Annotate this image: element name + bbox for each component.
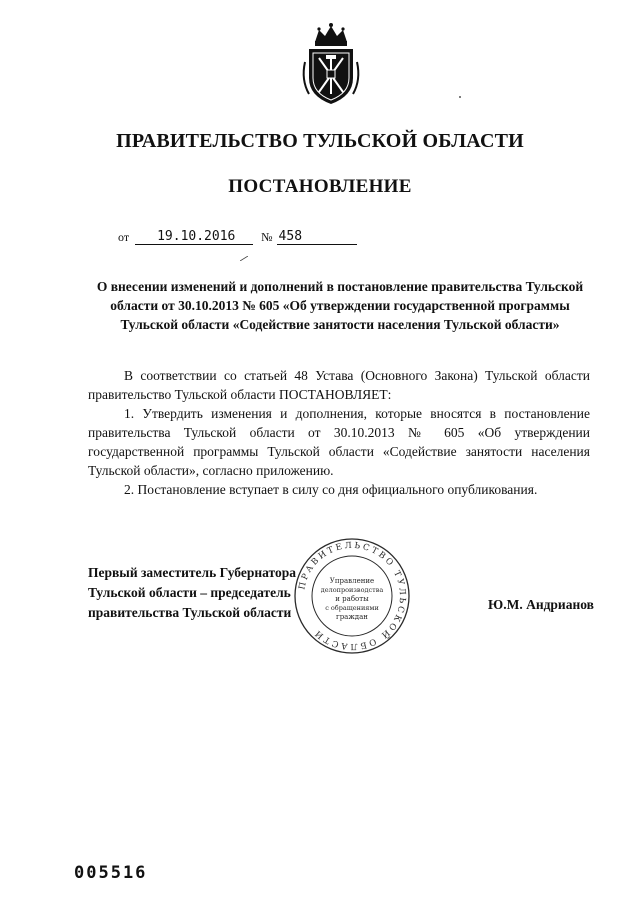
government-title: ПРАВИТЕЛЬСТВО ТУЛЬСКОЙ ОБЛАСТИ xyxy=(116,130,524,152)
signature-position xyxy=(88,563,296,623)
position-line-1: Первый заместитель Губернатора xyxy=(88,565,296,580)
item-1-paragraph: 1. Утвердить изменения и дополнения, которые вносятся в постановление правительства Тульской области от 30.10.2013 № 605 «Об утверждении государственной программы Тульской области «Содействие занятости населения Тульской области», согласно приложению. xyxy=(88,406,590,478)
item-2-paragraph: 2. Постановление вступает в силу со дня официального опубликования. xyxy=(124,482,538,497)
serial-number: 005516 xyxy=(74,863,148,883)
document-subject: О внесении изменений и дополнений в постановление правительства Тульской области от 30.10.2013 № 605 «Об утверждении государственной программы Тульской области «Содействие занятости населения Тульской области» xyxy=(96,279,584,332)
stamp-line-5: граждан xyxy=(336,613,368,621)
number-label: № xyxy=(261,230,273,244)
document-number: 458 xyxy=(277,229,357,245)
date-label: от xyxy=(118,230,130,244)
position-line-3: правительства Тульской области xyxy=(88,605,292,620)
document-type: ПОСТАНОВЛЕНИЕ xyxy=(228,176,412,197)
signer-name: Ю.М. Андрианов xyxy=(488,597,594,612)
stamp-line-1: Управление xyxy=(329,577,375,585)
preamble-paragraph: В соответствии со статьей 48 Устава (Основного Закона) Тульской области правительство Тульской области ПОСТАНОВЛЯЕТ: xyxy=(88,368,590,402)
coat-of-arms-icon xyxy=(295,22,367,106)
pen-mark-icon xyxy=(240,256,248,261)
stamp-outer-text: ПРАВИТЕЛЬСТВО ТУЛЬСКОЙ ОБЛАСТИ xyxy=(297,540,408,652)
document-body xyxy=(88,366,590,499)
stamp-line-3: и работы xyxy=(335,595,369,603)
position-line-2: Тульской области – председатель xyxy=(88,585,291,600)
document-date: 19.10.2016 xyxy=(135,229,253,245)
scan-speck xyxy=(459,96,461,98)
document-meta xyxy=(118,229,357,245)
stamp-line-2: делопроизводства xyxy=(320,586,384,594)
stamp-line-4: с обращениями xyxy=(325,604,379,612)
official-stamp-icon xyxy=(292,536,412,656)
